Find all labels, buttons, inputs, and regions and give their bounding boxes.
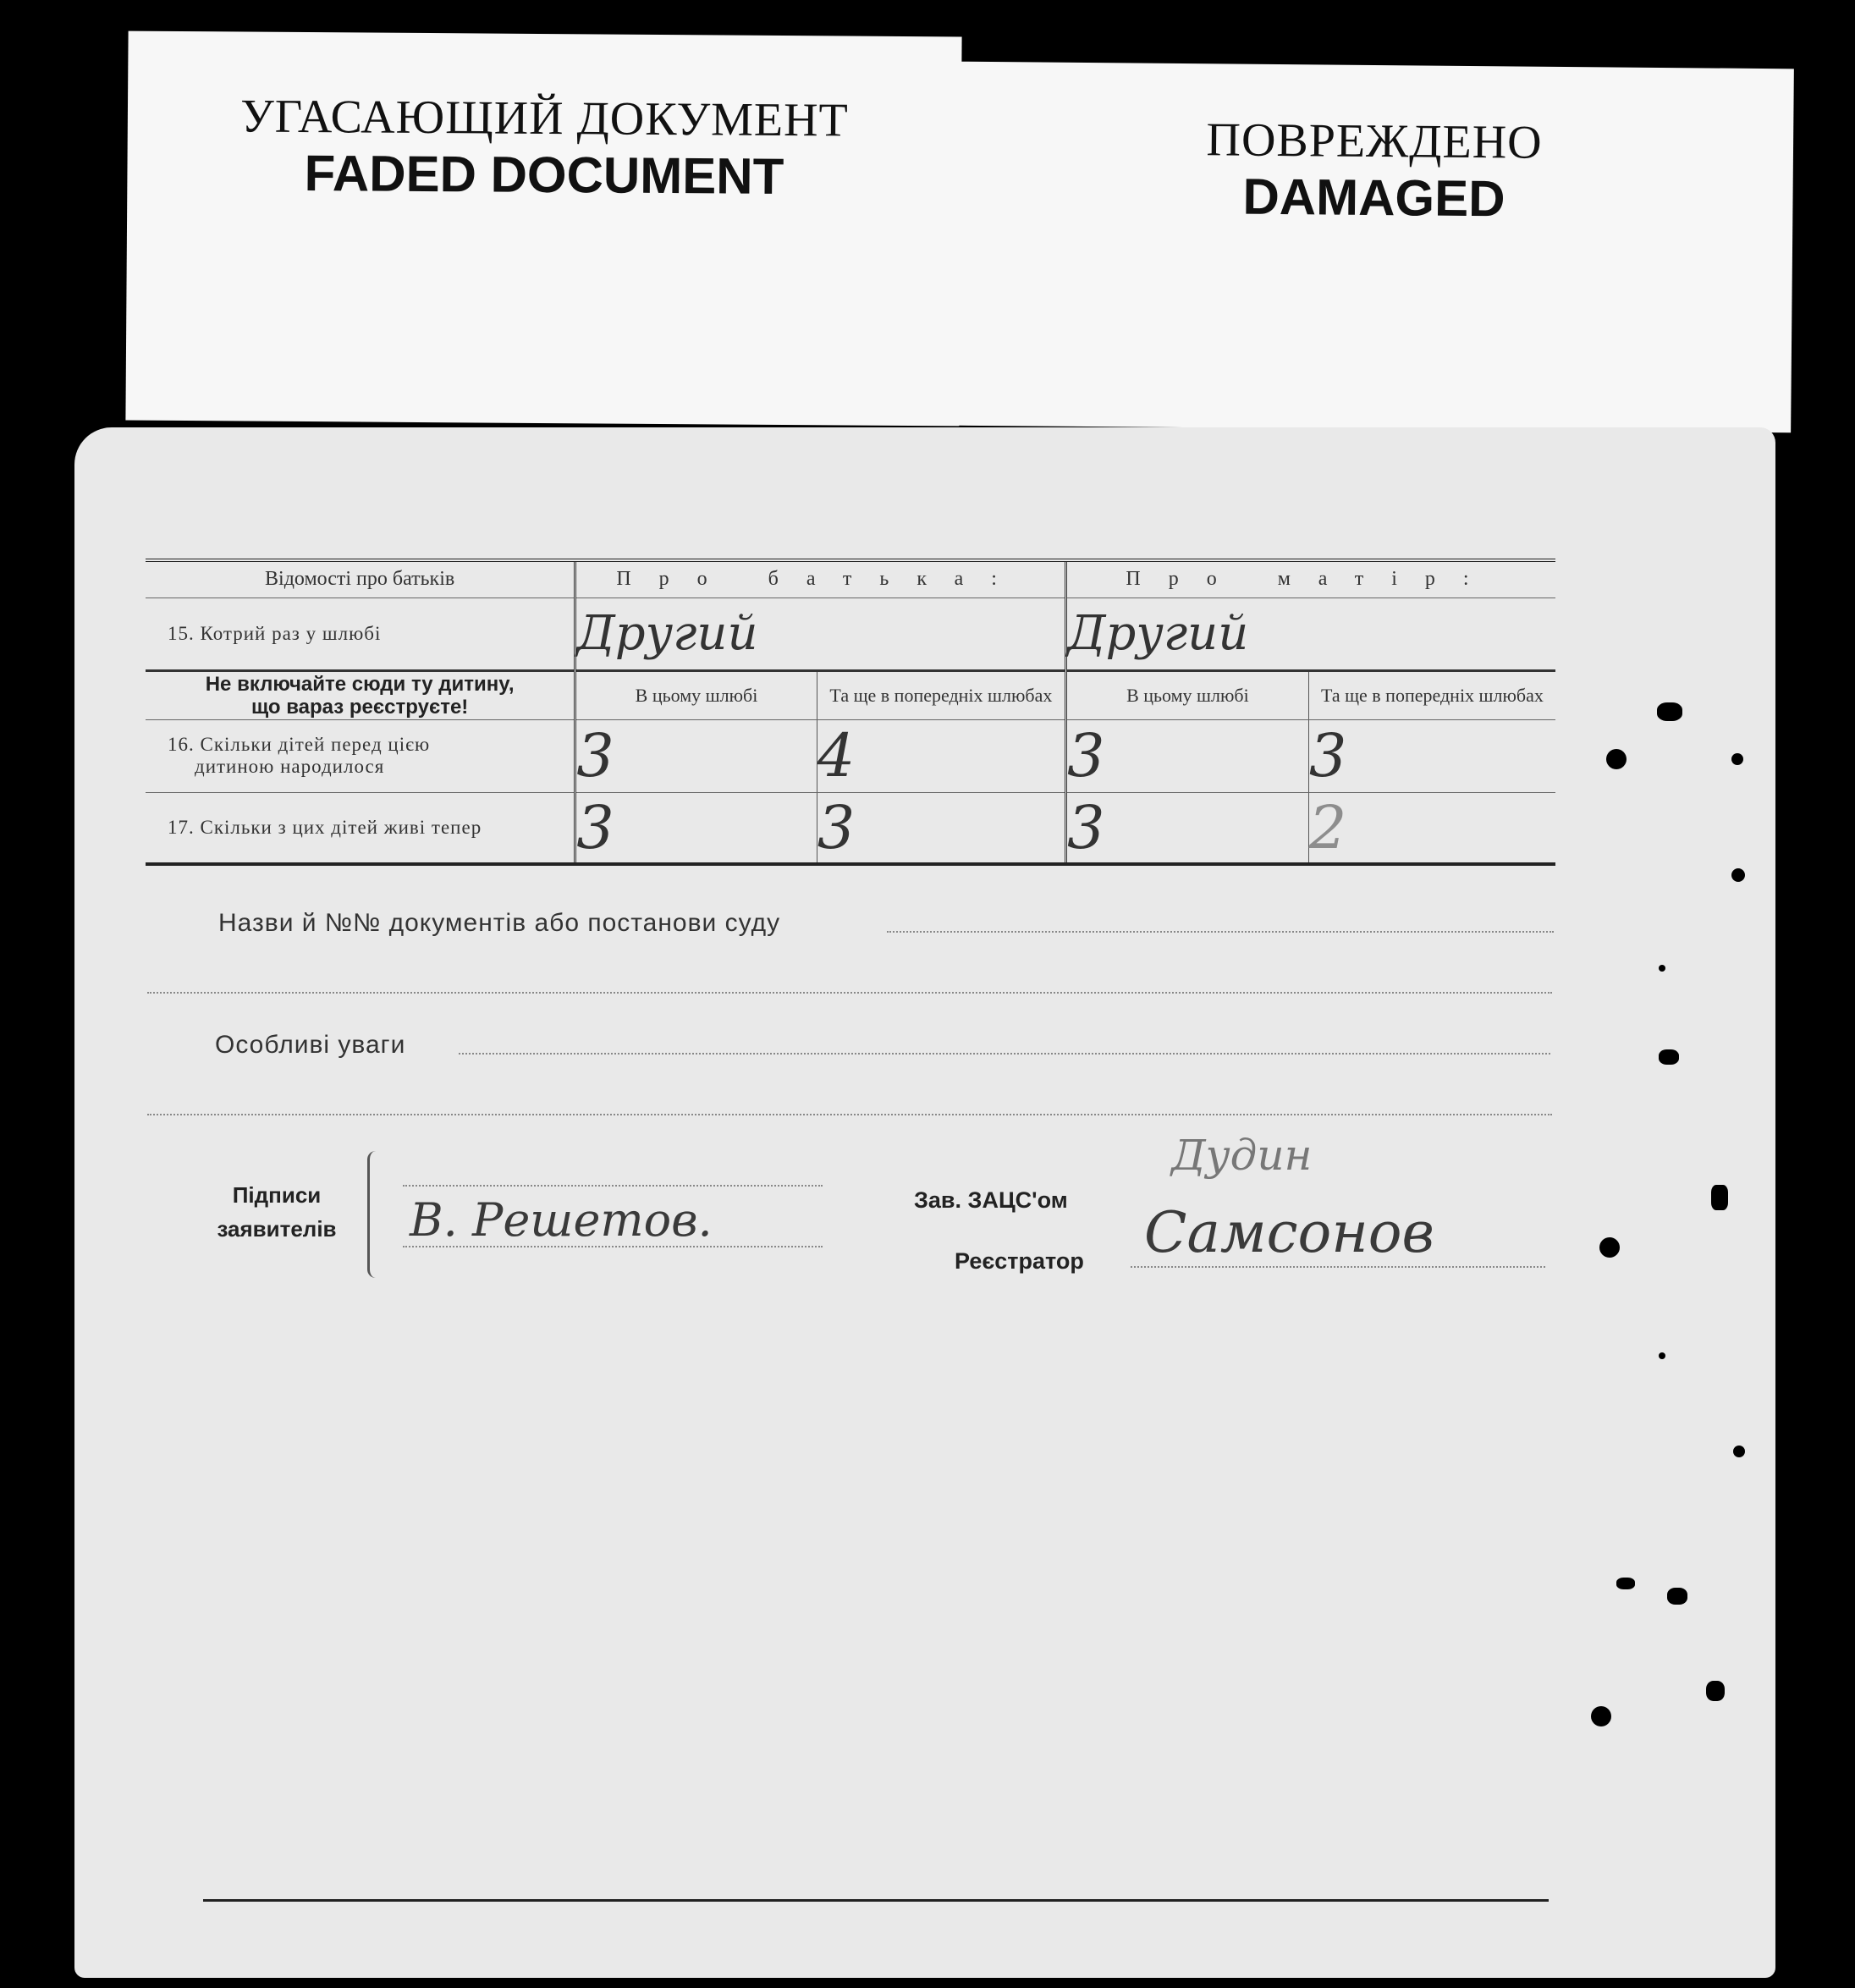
row16-father-this: 3 (575, 719, 817, 792)
row17-father-prev: 3 (817, 792, 1065, 864)
remarks-label: Особливі уваги (215, 1031, 406, 1059)
damaged-document-label (953, 62, 1794, 433)
bottom-rule (203, 1899, 1549, 1902)
applicants-brace (367, 1151, 382, 1278)
binding-hole (1659, 1352, 1665, 1359)
row16-label-line-2: дитиною народилося (195, 756, 385, 777)
binding-hole (1659, 965, 1665, 972)
table-header-row (146, 560, 1555, 598)
remarks-line (459, 1053, 1550, 1055)
damaged-label-en: DAMAGED (1242, 168, 1505, 228)
documents-label: Назви й №№ документів або постанови суду (218, 909, 781, 937)
father-previous-marriages-header: Та ще в попередніх шлюбах (817, 670, 1065, 719)
row17-mother-this: 3 (1066, 792, 1309, 864)
header-parents-info: Відомості про батьків (146, 560, 575, 598)
applicant-signature: В. Решетов. (410, 1193, 713, 1247)
row16-mother-this: 3 (1066, 719, 1309, 792)
documents-line-2 (147, 992, 1552, 994)
row15-father-value: Другий (575, 598, 1066, 670)
binding-hole (1591, 1706, 1611, 1726)
damage-hole (1711, 1185, 1728, 1210)
row16-label (146, 719, 575, 792)
applicant-signature-line-1 (403, 1185, 823, 1187)
binding-hole (1731, 868, 1745, 882)
warning-line-1: Не включайте сюди ту дитину, (205, 672, 515, 696)
header-mother: Про матір: (1066, 560, 1555, 598)
row17-father-this: 3 (575, 792, 817, 864)
registry-head-signature: Дудин (1171, 1131, 1313, 1180)
row17-label: 17. Скільки з цих дітей живі тепер (146, 792, 575, 864)
table-row-16 (146, 719, 1555, 792)
binding-hole (1731, 753, 1743, 765)
mother-previous-marriages-header: Та ще в попередніх шлюбах (1308, 670, 1555, 719)
binding-hole (1606, 749, 1627, 769)
faded-document-label (125, 31, 961, 427)
registry-head-label: Зав. ЗАЦС'ом (914, 1187, 1068, 1213)
row15-mother-value: Другий (1066, 598, 1555, 670)
mother-this-marriage-header: В цьому шлюбі (1066, 670, 1309, 719)
row17-mother-prev: 2 (1308, 792, 1555, 864)
registrar-signature: Самсонов (1144, 1200, 1434, 1265)
damage-hole (1657, 702, 1682, 721)
applicants-label-line-1: Підписи (232, 1182, 322, 1208)
registrar-label: Реєстратор (955, 1248, 1084, 1274)
applicants-signatures-label (196, 1178, 357, 1246)
table-row-15 (146, 598, 1555, 670)
binding-hole (1733, 1446, 1745, 1457)
registrar-signature-line (1131, 1266, 1545, 1268)
applicants-label-line-2: заявителів (217, 1216, 337, 1242)
binding-hole (1599, 1237, 1620, 1258)
row15-label: 15. Котрий раз у шлюбі (146, 598, 575, 670)
row16-label-line-1: 16. Скільки дітей перед цією (168, 734, 431, 755)
damage-hole (1667, 1588, 1687, 1605)
remarks-line-2 (147, 1114, 1552, 1115)
damage-hole (1616, 1578, 1635, 1589)
row16-father-prev: 4 (817, 719, 1065, 792)
warning-line-2: що вараз реєструєте! (250, 695, 469, 719)
father-this-marriage-header: В цьому шлюбі (575, 670, 817, 719)
faded-label-en: FADED DOCUMENT (304, 145, 784, 205)
documents-line (887, 931, 1554, 933)
exclusion-warning (146, 670, 575, 719)
parents-info-table (146, 559, 1555, 866)
damage-hole (1706, 1681, 1725, 1701)
damage-hole (1659, 1049, 1679, 1065)
damaged-label-ru: ПОВРЕЖДЕНО (1206, 113, 1543, 169)
table-row-17 (146, 792, 1555, 864)
faded-label-ru: УГАСАЮЩИЙ ДОКУМЕНТ (239, 90, 849, 147)
row16-mother-prev: 3 (1308, 719, 1555, 792)
header-father: Про батька: (575, 560, 1066, 598)
table-subheader-row (146, 670, 1555, 719)
